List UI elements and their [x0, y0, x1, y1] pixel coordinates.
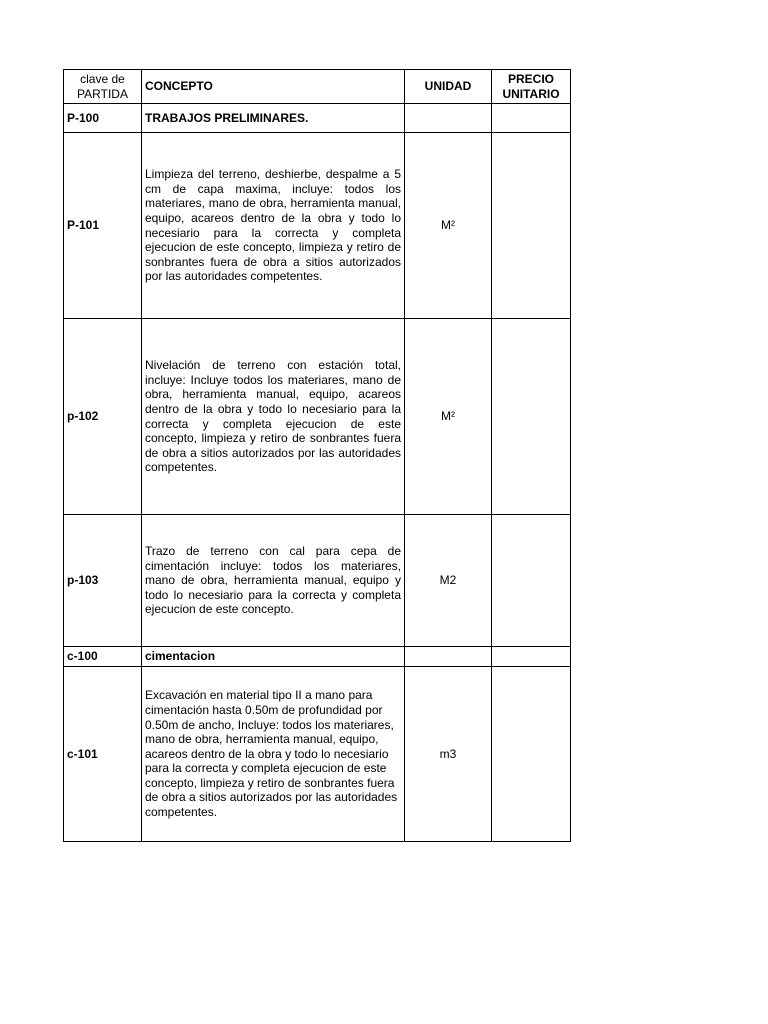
- row-clave: P-100: [64, 104, 142, 133]
- header-clave: clave de PARTIDA: [64, 70, 142, 104]
- header-concepto: CONCEPTO: [142, 70, 405, 104]
- table-row: [64, 319, 571, 515]
- row-concepto: Excavación en material tipo II a mano para cimentación hasta 0.50m de profundidad por 0.50m de ancho, Incluye: todos los materiares, mano de obra, herramienta manual, equipo, acareos dentro de la obra y todo lo necesiario para la correcta y completa ejecucion de este concepto, limpieza y retiro de sonbrantes fuera de obra a sitios autorizados por las autoridades competentes.: [142, 667, 405, 842]
- row-clave: p-103: [64, 515, 142, 647]
- row-precio: [492, 667, 571, 842]
- table-row: [64, 647, 571, 667]
- table-row: [64, 133, 571, 319]
- row-unidad: M²: [405, 133, 492, 319]
- row-precio: [492, 319, 571, 515]
- header-unidad: UNIDAD: [405, 70, 492, 104]
- row-clave: c-100: [64, 647, 142, 667]
- row-concepto: TRABAJOS PRELIMINARES.: [142, 104, 405, 133]
- row-precio: [492, 104, 571, 133]
- row-unidad: m3: [405, 667, 492, 842]
- row-precio: [492, 133, 571, 319]
- row-clave: p-102: [64, 319, 142, 515]
- row-precio: [492, 515, 571, 647]
- table-row: [64, 515, 571, 647]
- row-concepto: Trazo de terreno con cal para cepa de cimentación incluye: todos los materiares, mano de obra, herramienta manual, equipo y todo lo necesiario para la correcta y completa ejecucion de este concepto.: [142, 515, 405, 647]
- row-concepto: Nivelación de terreno con estación total, incluye: Incluye todos los materiares, mano de obra, herramienta manual, equipo, acareos dentro de la obra y todo lo necesiario para la correcta y completa ejecucion de este concepto, limpieza y retiro de sonbrantes fuera de obra a sitios autorizados por las autoridades competentes.: [142, 319, 405, 515]
- row-unidad: [405, 647, 492, 667]
- row-precio: [492, 647, 571, 667]
- header-row: [64, 70, 571, 104]
- row-unidad: M2: [405, 515, 492, 647]
- row-unidad: M²: [405, 319, 492, 515]
- row-unidad: [405, 104, 492, 133]
- row-clave: P-101: [64, 133, 142, 319]
- row-clave: c-101: [64, 667, 142, 842]
- row-concepto: Limpieza del terreno, deshierbe, despalme a 5 cm de capa maxima, incluye: todos los materiares, mano de obra, herramienta manual, equipo, acareos dentro de la obra y todo lo necesiario para la correcta y completa ejecucion de este concepto, limpieza y retiro de sonbrantes fuera de obra a sitios autorizados por las autoridades competentes.: [142, 133, 405, 319]
- table-row: [64, 104, 571, 133]
- row-concepto: cimentacion: [142, 647, 405, 667]
- table-row: [64, 667, 571, 842]
- header-precio: PRECIO UNITARIO: [492, 70, 571, 104]
- budget-table: [63, 69, 571, 842]
